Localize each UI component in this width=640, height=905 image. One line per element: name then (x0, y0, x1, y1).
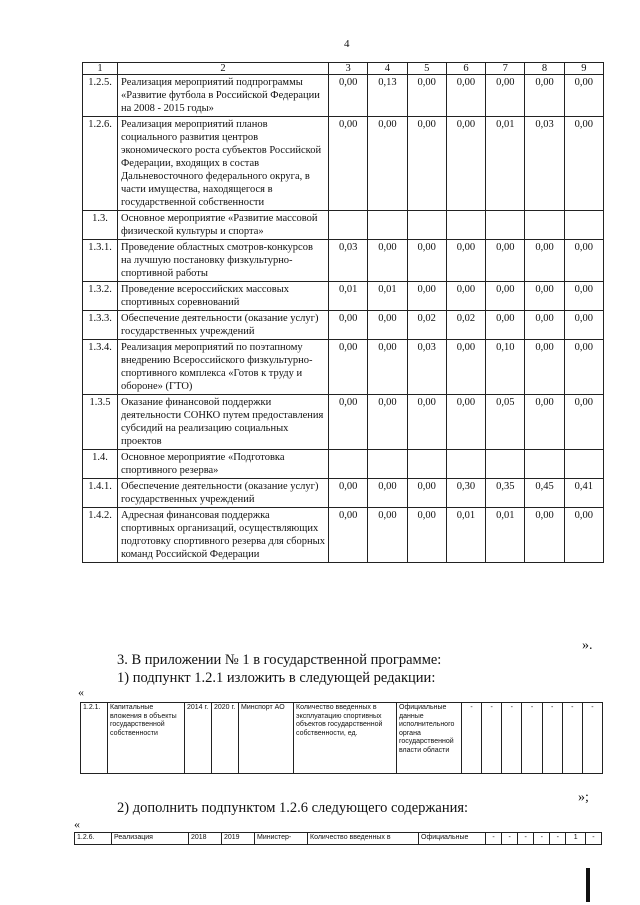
row-description: Проведение областных смотров-конкурсов на лучшую постановку физкультурно-спортивной работы (118, 240, 329, 282)
row-description: Основное мероприятие «Развитие массовой физической культуры и спорта» (118, 211, 329, 240)
value-cell: 0,00 (486, 282, 525, 311)
value-cell: 0,00 (329, 395, 368, 450)
header-col-1: 1 (83, 63, 118, 75)
value-cell: 0,00 (446, 340, 485, 395)
table-row (83, 508, 604, 563)
value-cell: 0,02 (407, 311, 446, 340)
header-col-2: 2 (118, 63, 329, 75)
row-number: 1.3.1. (83, 240, 118, 282)
value-cell: 0,00 (564, 117, 603, 211)
open-quote-1: « (78, 685, 84, 699)
table-row (83, 117, 604, 211)
value-cell: 0,00 (368, 395, 407, 450)
row-description: Оказание финансовой поддержки деятельности СОНКО путем предоставления субсидий на реализацию социальных проектов (118, 395, 329, 450)
row-description: Реализация мероприятий планов социального развития центров экономического роста субъектов Российской Федерации, входящих в состав Дальневосточного федерального округа, в части имущества, находящегося в государственной собственности (118, 117, 329, 211)
value-cell: - (585, 833, 601, 845)
value-cell (446, 450, 485, 479)
table-row (75, 833, 602, 845)
value-cell: 0,00 (407, 395, 446, 450)
value-cell (486, 450, 525, 479)
header-col-3: 3 (329, 63, 368, 75)
table-row (83, 479, 604, 508)
header-col-5: 5 (407, 63, 446, 75)
item-indicator: Количество введенных в (308, 833, 419, 845)
item-source: Официальные данные исполнительного органа государственной власти области (397, 703, 462, 774)
item-indicator: Количество введенных в эксплуатацию спортивных объектов государственной собственности, ед. (294, 703, 397, 774)
open-quote-2: « (74, 817, 80, 831)
value-cell: - (562, 703, 582, 774)
value-cell: 0,00 (564, 282, 603, 311)
value-cell: 0,00 (329, 117, 368, 211)
value-cell: 0,03 (407, 340, 446, 395)
subitem-2-text: 2) дополнить подпунктом 1.2.6 следующего содержания: (117, 800, 469, 816)
value-cell: 0,00 (486, 75, 525, 117)
item-executor: Министер- (255, 833, 308, 845)
value-cell (525, 450, 564, 479)
value-cell: 0,00 (525, 340, 564, 395)
value-cell: 0,01 (446, 508, 485, 563)
table-item-1-2-1 (80, 702, 603, 774)
row-number: 1.2.5. (83, 75, 118, 117)
row-number: 1.3.3. (83, 311, 118, 340)
item-name: Капитальные вложения в объекты государственной собственности (108, 703, 185, 774)
value-cell: 0,45 (525, 479, 564, 508)
row-description: Основное мероприятие «Подготовка спортивного резерва» (118, 450, 329, 479)
value-cell: 0,00 (446, 240, 485, 282)
value-cell (407, 450, 446, 479)
value-cell: 0,13 (368, 75, 407, 117)
value-cell: 0,00 (446, 282, 485, 311)
table-row (83, 75, 604, 117)
value-cell: - (486, 833, 502, 845)
value-cell: 0,41 (564, 479, 603, 508)
value-cell: 0,00 (407, 240, 446, 282)
value-cell: 0,00 (564, 508, 603, 563)
value-cell: 0,00 (368, 508, 407, 563)
row-description: Обеспечение деятельности (оказание услуг) государственных учреждений (118, 311, 329, 340)
table-row (83, 450, 604, 479)
value-cell (564, 450, 603, 479)
value-cell: 0,00 (525, 75, 564, 117)
value-cell (564, 211, 603, 240)
value-cell: 0,00 (564, 311, 603, 340)
table-item-1-2-6 (74, 832, 602, 845)
value-cell: 0,00 (564, 340, 603, 395)
table-row (83, 282, 604, 311)
item-start-year: 2014 г. (185, 703, 212, 774)
item-source: Официальные (419, 833, 486, 845)
header-col-4: 4 (368, 63, 407, 75)
value-cell: 0,00 (446, 75, 485, 117)
value-cell: 0,01 (329, 282, 368, 311)
value-cell: 0,00 (407, 479, 446, 508)
row-number: 1.3.5 (83, 395, 118, 450)
value-cell: 0,00 (564, 75, 603, 117)
value-cell: 0,00 (525, 395, 564, 450)
value-cell: - (502, 833, 518, 845)
item-number: 1.2.6. (75, 833, 112, 845)
row-description: Реализация мероприятий по поэтапному внедрению Всероссийского физкультурно-спортивного комплекса «Готов к труду и обороне» (ГТО) (118, 340, 329, 395)
value-cell: - (534, 833, 550, 845)
header-col-6: 6 (446, 63, 485, 75)
subitem-1-text: 1) подпункт 1.2.1 изложить в следующей редакции: (117, 670, 436, 686)
value-cell: 0,35 (486, 479, 525, 508)
row-number: 1.4.1. (83, 479, 118, 508)
row-number: 1.4. (83, 450, 118, 479)
value-cell: 0,00 (486, 240, 525, 282)
table-row (83, 211, 604, 240)
value-cell: 0,02 (446, 311, 485, 340)
closing-quote-1: ». (582, 638, 593, 653)
funding-table-body (83, 63, 604, 563)
value-cell: 0,03 (525, 117, 564, 211)
value-cell: - (550, 833, 566, 845)
value-cell: 0,00 (368, 240, 407, 282)
table-row (81, 703, 603, 774)
item-end-year: 2019 (222, 833, 255, 845)
value-cell: - (502, 703, 522, 774)
value-cell: - (462, 703, 482, 774)
value-cell: 0,00 (525, 311, 564, 340)
value-cell: - (582, 703, 602, 774)
value-cell: 0,00 (407, 75, 446, 117)
item-executor: Минспорт АО (239, 703, 294, 774)
value-cell: 0,10 (486, 340, 525, 395)
value-cell: - (542, 703, 562, 774)
table-row (83, 340, 604, 395)
row-number: 1.3. (83, 211, 118, 240)
row-number: 1.2.6. (83, 117, 118, 211)
value-cell (329, 211, 368, 240)
value-cell: 0,01 (486, 117, 525, 211)
row-description: Адресная финансовая поддержка спортивных организаций, осуществляющих подготовку спортивного резерва для сборных команд Российской Федерации (118, 508, 329, 563)
value-cell: 0,00 (525, 508, 564, 563)
value-cell (407, 211, 446, 240)
value-cell: 1 (566, 833, 586, 845)
header-col-9: 9 (564, 63, 603, 75)
row-number: 1.3.2. (83, 282, 118, 311)
item-number: 1.2.1. (81, 703, 108, 774)
row-description: Проведение всероссийских массовых спортивных соревнований (118, 282, 329, 311)
value-cell: 0,00 (407, 508, 446, 563)
value-cell: 0,00 (368, 311, 407, 340)
value-cell: 0,00 (486, 311, 525, 340)
value-cell: 0,00 (329, 479, 368, 508)
funding-table (82, 62, 604, 563)
row-description: Обеспечение деятельности (оказание услуг) государственных учреждений (118, 479, 329, 508)
value-cell (329, 450, 368, 479)
header-col-7: 7 (486, 63, 525, 75)
value-cell (368, 211, 407, 240)
value-cell: 0,00 (329, 75, 368, 117)
value-cell: 0,00 (564, 395, 603, 450)
value-cell: 0,00 (368, 117, 407, 211)
table-row (83, 395, 604, 450)
table-row (83, 311, 604, 340)
value-cell: - (518, 833, 534, 845)
value-cell: - (482, 703, 502, 774)
value-cell: 0,00 (329, 311, 368, 340)
value-cell: 0,00 (446, 117, 485, 211)
value-cell: 0,00 (368, 479, 407, 508)
item-end-year: 2020 г. (212, 703, 239, 774)
value-cell: 0,00 (368, 340, 407, 395)
closing-quote-2: »; (578, 790, 589, 805)
value-cell (486, 211, 525, 240)
value-cell: 0,00 (329, 508, 368, 563)
value-cell: 0,00 (446, 395, 485, 450)
header-col-8: 8 (525, 63, 564, 75)
margin-mark (586, 868, 590, 902)
row-number: 1.4.2. (83, 508, 118, 563)
value-cell (446, 211, 485, 240)
value-cell: 0,00 (407, 117, 446, 211)
table-row (83, 240, 604, 282)
value-cell: 0,01 (486, 508, 525, 563)
value-cell: 0,00 (407, 282, 446, 311)
value-cell: 0,30 (446, 479, 485, 508)
value-cell: 0,05 (486, 395, 525, 450)
funding-table-header (83, 63, 604, 75)
section-3-title: 3. В приложении № 1 в государственной программе: (117, 652, 442, 668)
value-cell: 0,00 (525, 282, 564, 311)
item-name: Реализация (112, 833, 189, 845)
page-number: 4 (344, 38, 350, 50)
value-cell: - (522, 703, 542, 774)
value-cell: 0,00 (329, 340, 368, 395)
value-cell (368, 450, 407, 479)
row-number: 1.3.4. (83, 340, 118, 395)
value-cell: 0,00 (525, 240, 564, 282)
item-start-year: 2018 (189, 833, 222, 845)
value-cell (525, 211, 564, 240)
value-cell: 0,01 (368, 282, 407, 311)
value-cell: 0,03 (329, 240, 368, 282)
row-description: Реализация мероприятий подпрограммы «Развитие футбола в Российской Федерации на 2008 - 2015 годы» (118, 75, 329, 117)
value-cell: 0,00 (564, 240, 603, 282)
